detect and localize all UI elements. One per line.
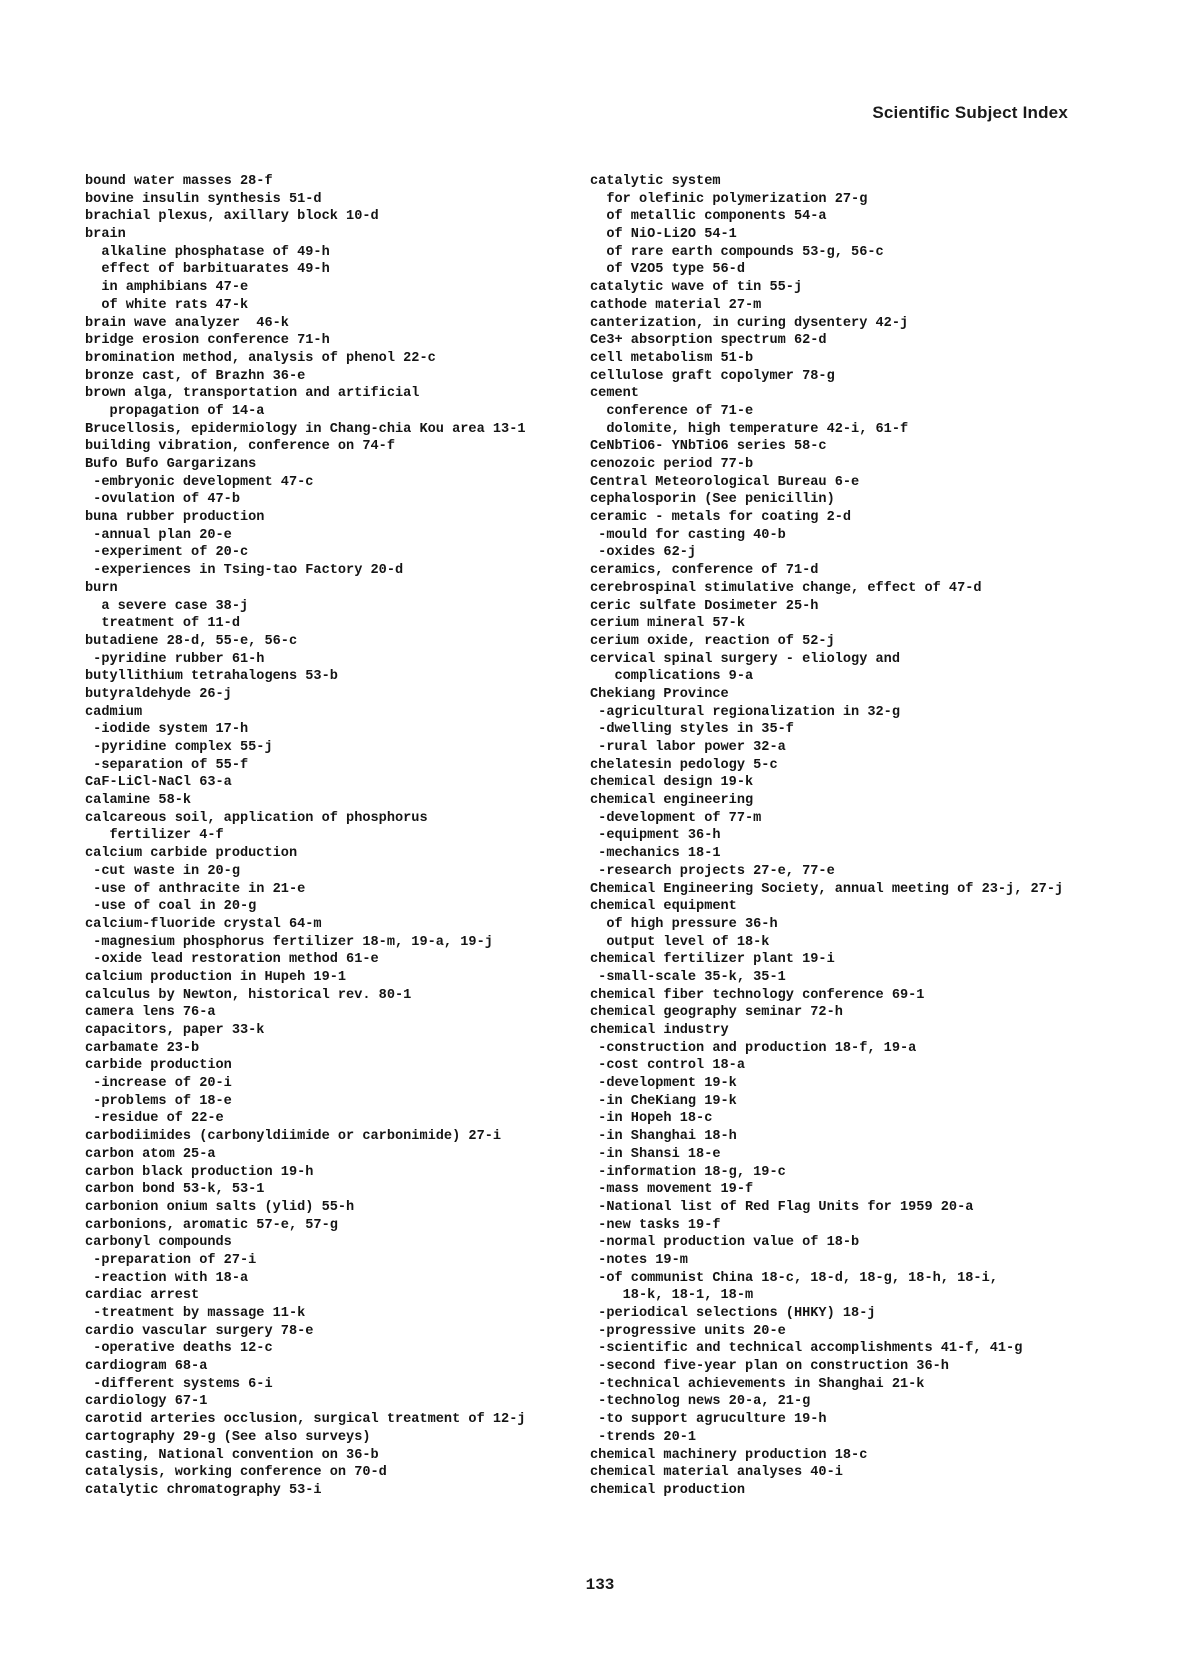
- index-entry: for olefinic polymerization 27-g: [590, 191, 868, 207]
- index-entry: -embryonic development 47-c: [85, 474, 314, 490]
- index-entry: -technical achievements in Shanghai 21-k: [590, 1376, 925, 1392]
- index-entry: -second five-year plan on construction 36-h: [590, 1359, 949, 1375]
- index-entry: -operative deaths 12-c: [85, 1341, 273, 1357]
- index-entry: -periodical selections (HHKY) 18-j: [590, 1306, 876, 1321]
- index-entry: -to support agruculture 19-h: [590, 1412, 827, 1428]
- index-entry: -agricultural regionalization in 32-g: [590, 704, 900, 720]
- index-entry: burn: [85, 580, 118, 596]
- index-entry: Chekiang Province: [590, 686, 729, 702]
- index-entry: carbon bond 53-k, 53-1: [85, 1182, 265, 1198]
- index-entry: in amphibians 47-e: [85, 280, 249, 296]
- index-entry: a severe case 38-j: [85, 598, 249, 614]
- index-entry: -mass movement 19-f: [590, 1182, 754, 1198]
- index-entry: calcium carbide production: [85, 846, 298, 862]
- index-entry: chemical geography seminar 72-h: [590, 1005, 843, 1021]
- index-entry: -development 19-k: [590, 1076, 737, 1092]
- index-entry: carbamate 23-b: [85, 1040, 200, 1056]
- index-entry: -preparation of 27-i: [85, 1252, 257, 1268]
- index-entry: -in Hopeh 18-c: [590, 1111, 713, 1127]
- index-entry: treatment of 11-d: [85, 616, 240, 632]
- index-entry: brachial plexus, axillary block 10-d: [85, 209, 379, 225]
- running-head: Scientific Subject Index: [872, 103, 1068, 122]
- index-entry: Chemical Engineering Society, annual meeting of 23-j, 27-j: [590, 881, 1064, 897]
- index-entry: butadiene 28-d, 55-e, 56-c: [85, 633, 298, 649]
- index-entry: -experiment of 20-c: [85, 545, 249, 561]
- index-column-left: [85, 173, 585, 1500]
- index-entry: -National list of Red Flag Units for 1959 20-a: [590, 1199, 974, 1215]
- index-entry: alkaline phosphatase of 49-h: [85, 244, 330, 260]
- index-entry: brain wave analyzer 46-k: [85, 315, 289, 331]
- index-entry: -construction and production 18-f, 19-a: [590, 1040, 917, 1056]
- index-entry: -rural labor power 32-a: [590, 740, 786, 755]
- index-entry: catalytic system: [590, 174, 721, 189]
- index-entry: buna rubber production: [85, 510, 265, 526]
- index-entry: cardio vascular surgery 78-e: [85, 1323, 314, 1339]
- index-entry: brain: [85, 227, 126, 243]
- index-entry: cellulose graft copolymer 78-g: [590, 368, 835, 384]
- page-number: 133: [585, 1576, 615, 1594]
- index-entry: -dwelling styles in 35-f: [590, 722, 794, 738]
- index-entry: chemical material analyses 40-i: [590, 1465, 843, 1481]
- index-entry: -scientific and technical accomplishments 41-f, 41-g: [590, 1341, 1023, 1357]
- index-entry: -oxides 62-j: [590, 545, 697, 561]
- index-entry: -different systems 6-i: [85, 1376, 273, 1392]
- index-entry: Ce3+ absorption spectrum 62-d: [590, 333, 827, 349]
- index-entry: catalysis, working conference on 70-d: [85, 1465, 387, 1481]
- index-entry: canterization, in curing dysentery 42-j: [590, 315, 909, 331]
- index-entry: chemical production: [590, 1482, 745, 1498]
- index-entry: of white rats 47-k: [85, 297, 249, 313]
- index-entry: chemical machinery production 18-c: [590, 1447, 868, 1463]
- index-entry: -information 18-g, 19-c: [590, 1164, 786, 1180]
- index-entry: propagation of 14-a: [85, 403, 265, 419]
- index-entry: chemical industry: [590, 1023, 729, 1038]
- index-entry: cerium mineral 57-k: [590, 616, 745, 632]
- index-entry: -experiences in Tsing-tao Factory 20-d: [85, 563, 404, 579]
- index-entry: -mould for casting 40-b: [590, 527, 786, 543]
- index-entry: -research projects 27-e, 77-e: [590, 863, 835, 879]
- index-entry: -reaction with 18-a: [85, 1270, 249, 1286]
- index-entry: camera lens 76-a: [85, 1005, 216, 1021]
- index-entry: -cost control 18-a: [590, 1058, 745, 1074]
- index-entry: carbon atom 25-a: [85, 1146, 216, 1162]
- index-entry: cardiac arrest: [85, 1288, 200, 1304]
- index-entry: -magnesium phosphorus fertilizer 18-m, 19-a, 19-j: [85, 934, 493, 950]
- index-entry: -pyridine complex 55-j: [85, 740, 273, 755]
- index-entry: carbonions, aromatic 57-e, 57-g: [85, 1217, 338, 1233]
- index-entry: ceric sulfate Dosimeter 25-h: [590, 598, 819, 614]
- index-entry: -separation of 55-f: [85, 757, 249, 773]
- index-entry: chemical equipment: [590, 899, 737, 915]
- index-entry: bridge erosion conference 71-h: [85, 333, 330, 349]
- index-entry: calculus by Newton, historical rev. 80-1: [85, 987, 412, 1003]
- index-entry: -use of anthracite in 21-e: [85, 881, 306, 897]
- index-entry: building vibration, conference on 74-f: [85, 439, 395, 455]
- index-entry: cell metabolism 51-b: [590, 350, 754, 366]
- index-entry: catalytic chromatography 53-i: [85, 1482, 322, 1498]
- index-entry: carbonion onium salts (ylid) 55-h: [85, 1199, 355, 1215]
- index-entry: 18-k, 18-1, 18-m: [590, 1288, 754, 1304]
- index-entry: ceramic - metals for coating 2-d: [590, 510, 852, 526]
- index-entry: carbon black production 19-h: [85, 1164, 314, 1180]
- index-entry: cenozoic period 77-b: [590, 457, 754, 472]
- index-entry: -use of coal in 20-g: [85, 899, 257, 915]
- index-entry: chelatesin pedology 5-c: [590, 757, 778, 773]
- index-entry: -treatment by massage 11-k: [85, 1306, 306, 1321]
- index-entry: chemical engineering: [590, 793, 754, 809]
- index-entry: -normal production value of 18-b: [590, 1235, 860, 1251]
- index-entry: bound water masses 28-f: [85, 174, 273, 189]
- index-entry: calcareous soil, application of phosphorus: [85, 810, 428, 826]
- index-entry: catalytic wave of tin 55-j: [590, 280, 803, 296]
- index-entry: bovine insulin synthesis 51-d: [85, 191, 322, 207]
- index-entry: -iodide system 17-h: [85, 722, 249, 738]
- index-entry: -trends 20-1: [590, 1429, 697, 1445]
- index-entry: cartography 29-g (See also surveys): [85, 1429, 371, 1445]
- index-entry: Bufo Bufo Gargarizans: [85, 457, 257, 472]
- index-entry: of V2O5 type 56-d: [590, 262, 745, 278]
- index-column-right: [590, 173, 1100, 1500]
- index-entry: -residue of 22-e: [85, 1111, 224, 1127]
- index-entry: Central Meteorological Bureau 6-e: [590, 474, 860, 490]
- index-entry: -cut waste in 20-g: [85, 863, 240, 879]
- index-entry: of high pressure 36-h: [590, 916, 778, 932]
- index-entry: -problems of 18-e: [85, 1093, 232, 1109]
- index-entry: chemical fertilizer plant 19-i: [590, 952, 835, 968]
- index-entry: effect of barbituarates 49-h: [85, 262, 330, 278]
- index-entry: of metallic components 54-a: [590, 209, 827, 225]
- index-entry: butyllithium tetrahalogens 53-b: [85, 669, 338, 685]
- index-entry: cervical spinal surgery - eliology and: [590, 651, 900, 667]
- index-entry: -notes 19-m: [590, 1252, 688, 1268]
- index-entry: capacitors, paper 33-k: [85, 1023, 265, 1038]
- index-entry: chemical fiber technology conference 69-1: [590, 987, 925, 1003]
- index-entry: -technolog news 20-a, 21-g: [590, 1394, 811, 1410]
- index-entry: CaF-LiCl-NaCl 63-a: [85, 775, 232, 791]
- index-entry: -new tasks 19-f: [590, 1217, 721, 1233]
- index-entry: cadmium: [85, 704, 143, 720]
- index-entry: cerebrospinal stimulative change, effect of 47-d: [590, 580, 982, 596]
- index-entry: -of communist China 18-c, 18-d, 18-g, 18-h, 18-i,: [590, 1270, 998, 1286]
- index-entry: bromination method, analysis of phenol 22-c: [85, 350, 436, 366]
- index-entry: -oxide lead restoration method 61-e: [85, 952, 379, 968]
- index-entry: cathode material 27-m: [590, 297, 762, 313]
- index-entry: conference of 71-e: [590, 403, 754, 419]
- index-entry: cardiology 67-1: [85, 1394, 208, 1410]
- index-entry: -mechanics 18-1: [590, 846, 721, 862]
- index-entry: carbonyl compounds: [85, 1235, 232, 1251]
- index-entry: output level of 18-k: [590, 934, 770, 950]
- index-entry: -ovulation of 47-b: [85, 492, 240, 508]
- index-entry: carbodiimides (carbonyldiimide or carbonimide) 27-i: [85, 1129, 502, 1145]
- index-entry: -in Shansi 18-e: [590, 1146, 721, 1162]
- index-entry: Brucellosis, epidermiology in Chang-chia Kou area 13-1: [85, 421, 526, 437]
- index-entry: complications 9-a: [590, 669, 754, 685]
- index-entry: bronze cast, of Brazhn 36-e: [85, 368, 306, 384]
- index-entry: -progressive units 20-e: [590, 1323, 786, 1339]
- index-entry: -in Shanghai 18-h: [590, 1129, 737, 1145]
- index-entry: -small-scale 35-k, 35-1: [590, 969, 786, 985]
- index-entry: calcium-fluoride crystal 64-m: [85, 916, 322, 932]
- index-entry: brown alga, transportation and artificial: [85, 386, 420, 402]
- index-entry: CeNbTiO6- YNbTiO6 series 58-c: [590, 439, 827, 455]
- index-entry: -pyridine rubber 61-h: [85, 651, 265, 667]
- index-entry: fertilizer 4-f: [85, 828, 224, 844]
- index-entry: calcium production in Hupeh 19-1: [85, 969, 347, 985]
- index-entry: cephalosporin (See penicillin): [590, 492, 835, 508]
- index-entry: cardiogram 68-a: [85, 1359, 208, 1375]
- index-entry: calamine 58-k: [85, 793, 192, 809]
- index-entry: -annual plan 20-e: [85, 527, 232, 543]
- index-entry: chemical design 19-k: [590, 775, 754, 791]
- index-entry: cement: [590, 386, 639, 402]
- index-entry: -development of 77-m: [590, 810, 762, 826]
- index-entry: of NiO-Li2O 54-1: [590, 227, 737, 243]
- index-entry: dolomite, high temperature 42-i, 61-f: [590, 421, 909, 437]
- index-entry: carotid arteries occlusion, surgical treatment of 12-j: [85, 1412, 526, 1428]
- index-entry: -in CheKiang 19-k: [590, 1093, 737, 1109]
- index-entry: carbide production: [85, 1058, 232, 1074]
- index-entry: -equipment 36-h: [590, 828, 721, 844]
- index-entry: casting, National convention on 36-b: [85, 1447, 379, 1463]
- index-entry: -increase of 20-i: [85, 1076, 232, 1092]
- index-entry: of rare earth compounds 53-g, 56-c: [590, 244, 884, 260]
- index-entry: butyraldehyde 26-j: [85, 686, 232, 702]
- index-entry: ceramics, conference of 71-d: [590, 563, 819, 579]
- index-entry: cerium oxide, reaction of 52-j: [590, 633, 835, 649]
